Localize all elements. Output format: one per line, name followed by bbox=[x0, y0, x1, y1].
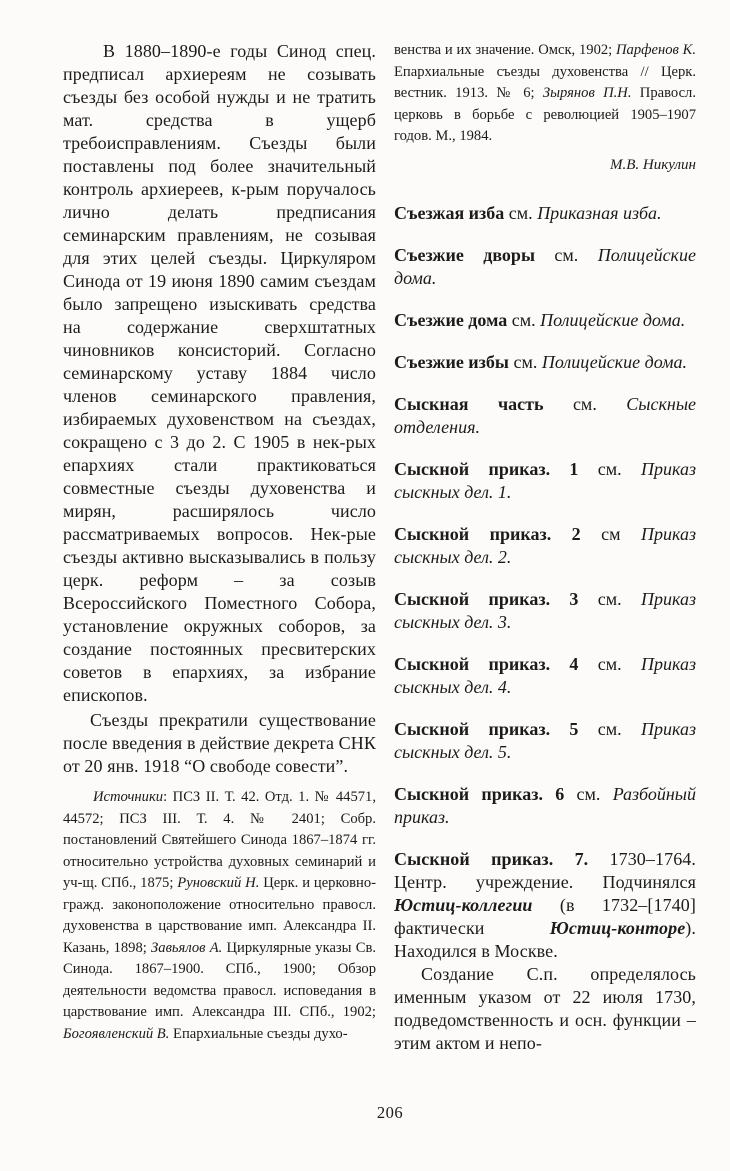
two-column-text-block bbox=[63, 40, 696, 1055]
entry-headword: Сыскная часть bbox=[394, 393, 544, 414]
sources-segment: Церк. и церковно-гражд. законоположение относительно правосл. духовенства в царствование имп. Александра II. Казань, 1898; bbox=[63, 875, 376, 956]
sources-segment: Правосл. церковь в борьбе с революцией 1905–1907 годов. М., 1984. bbox=[394, 85, 696, 144]
source-author-name: Богоявленский В. bbox=[63, 1025, 170, 1042]
sources-continuation-paragraph bbox=[394, 40, 696, 148]
entry-headword: Сыскной приказ. 6 bbox=[394, 783, 565, 804]
entry-headword: Съезжие дома bbox=[394, 309, 508, 330]
article-segment: 1730–1764. Центр. учреждение. Подчинялся bbox=[394, 848, 696, 892]
page-number: 206 bbox=[376, 1103, 404, 1122]
dictionary-entry bbox=[394, 393, 696, 439]
see-abbreviation: см. bbox=[508, 351, 542, 372]
cross-reference: Полицейские дома. bbox=[541, 351, 688, 372]
body-paragraph: Съезды прекратили существование после введения в действие декрета СНК от 20 янв. 1918 “О свободе совести”. bbox=[63, 710, 376, 776]
sources-segment: Епархиальные съезды духовенства // Церк. вестник. 1913. № 6; bbox=[394, 63, 696, 101]
sources-segment: венства и их значение. Омск, 1902; bbox=[394, 42, 617, 58]
left-column bbox=[63, 40, 376, 1055]
cross-reference: Юстиц-коллегии bbox=[394, 894, 533, 915]
article-paragraph: Создание С.п. определялось именным указом от 22 июля 1730, подведомственность и осн. функции – этим актом и непо- bbox=[394, 963, 696, 1053]
dictionary-entry bbox=[394, 309, 696, 332]
dictionary-entry bbox=[394, 523, 696, 569]
body-paragraph: В 1880–1890-е годы Синод спец. предписал архиереям не созывать съезды без особой нужды и не тратить мат. средства в ущерб требоисправлениям. Съезды были поставлены под более значительный контроль архиереев, к-рым поручалось лично делать предписания семинарским правлениям, не созывая для этих целей съезды. Циркуляром Синода от 19 июня 1890 самим съездам было запрещено изыскивать средства на содержание сверхштатных чиновников консисторий. Согласно семинарскому уставу 1884 число членов семинарского правления, избираемых духовенством на съездах, сокращено с 3 до 2. С 1905 в нек-рых епархиях стали практиковаться совместные съезды духовенства и мирян, расширялось число рассматриваемых вопросов. Нек-рые съезды активно высказывались в пользу церк. реформ – за созыв Всероссийского Поместного Собора, установление окружных соборов, за создание постоянных пресвитерских советов в епархиях, за избрание епископов. bbox=[63, 41, 376, 705]
see-reference-entries bbox=[394, 202, 696, 829]
article-segment: (в 1732–[1740] фактически bbox=[394, 894, 696, 938]
cross-reference: Полицейские дома. bbox=[540, 309, 686, 330]
cross-reference: Приказ сыскных дел. 1. bbox=[394, 458, 696, 502]
article-segment: ). Находился в Москве. bbox=[394, 917, 696, 961]
cross-reference: Приказ сыскных дел. 5. bbox=[394, 718, 696, 762]
author-attribution: М.В. Никулин bbox=[610, 156, 696, 173]
cross-reference: Приказ сыскных дел. 2. bbox=[394, 523, 696, 567]
article-paragraph bbox=[394, 848, 696, 963]
dictionary-entry bbox=[394, 783, 696, 829]
entry-headword: Сыскной приказ. 1 bbox=[394, 458, 579, 479]
cross-reference: Сыскные отделения. bbox=[394, 393, 696, 437]
entry-headword: Съезжая изба bbox=[394, 202, 505, 223]
see-abbreviation: см. bbox=[578, 458, 641, 479]
dictionary-entry bbox=[394, 718, 696, 764]
cross-reference: Приказ сыскных дел. 4. bbox=[394, 653, 696, 697]
see-abbreviation: см. bbox=[507, 309, 541, 330]
source-author-name: Завьялов А. bbox=[151, 939, 223, 956]
dictionary-entry bbox=[394, 202, 696, 225]
sources-paragraph bbox=[63, 787, 376, 1045]
dictionary-entry bbox=[394, 458, 696, 504]
cross-reference: Разбойный приказ. bbox=[394, 783, 696, 827]
see-abbreviation: см. bbox=[535, 244, 598, 265]
source-author-name: Парфенов К. bbox=[616, 42, 696, 58]
entry-headword: Сыскной приказ. 2 bbox=[394, 523, 581, 544]
dictionary-entry bbox=[394, 244, 696, 290]
sources-label: Источники bbox=[93, 789, 164, 805]
right-column bbox=[394, 40, 696, 1055]
article-headword: Сыскной приказ. 7. bbox=[394, 848, 589, 869]
sources-segment: Циркулярные указы Св. Синода. 1867–1900. СПб., 1900; Обзор деятельности ведомства правосл. исповедания в царствование имп. Александра III. СПб., 1902; bbox=[63, 939, 376, 1020]
cross-reference: Приказ сыскных дел. 3. bbox=[394, 588, 696, 632]
see-abbreviation: см. bbox=[578, 653, 641, 674]
see-abbreviation: см bbox=[580, 523, 641, 544]
cross-reference: Приказная изба. bbox=[537, 202, 662, 223]
cross-reference: Юстиц-конторе bbox=[549, 917, 686, 938]
sources-segment: Епархиальные съезды духо- bbox=[169, 1025, 348, 1042]
source-author-name: Руновский Н. bbox=[177, 875, 260, 891]
entry-headword: Съезжие избы bbox=[394, 351, 509, 372]
see-abbreviation: см. bbox=[543, 393, 627, 414]
sources-segment: : ПСЗ II. Т. 42. Отд. 1. № 44571, 44572; ПСЗ III. Т. 4. № 2401; Собр. постановлений Святейшего Синода 1867–1874 гг. относительно устройства духовных семинарий и уч-щ. СПб., 1875; bbox=[63, 789, 376, 891]
entry-headword: Сыскной приказ. 4 bbox=[394, 653, 579, 674]
entry-headword: Съезжие дворы bbox=[394, 244, 535, 265]
source-author-name: Зырянов П.Н. bbox=[542, 85, 632, 101]
see-abbreviation: см. bbox=[578, 588, 641, 609]
entry-headword: Сыскной приказ. 3 bbox=[394, 588, 579, 609]
see-abbreviation: см. bbox=[578, 718, 641, 739]
dictionary-entry bbox=[394, 588, 696, 634]
dictionary-entry bbox=[394, 653, 696, 699]
see-abbreviation: см. bbox=[564, 783, 613, 804]
entry-headword: Сыскной приказ. 5 bbox=[394, 718, 579, 739]
dictionary-entry bbox=[394, 351, 696, 374]
see-abbreviation: см. bbox=[504, 202, 538, 223]
cross-reference: Полицейские дома. bbox=[394, 244, 696, 288]
